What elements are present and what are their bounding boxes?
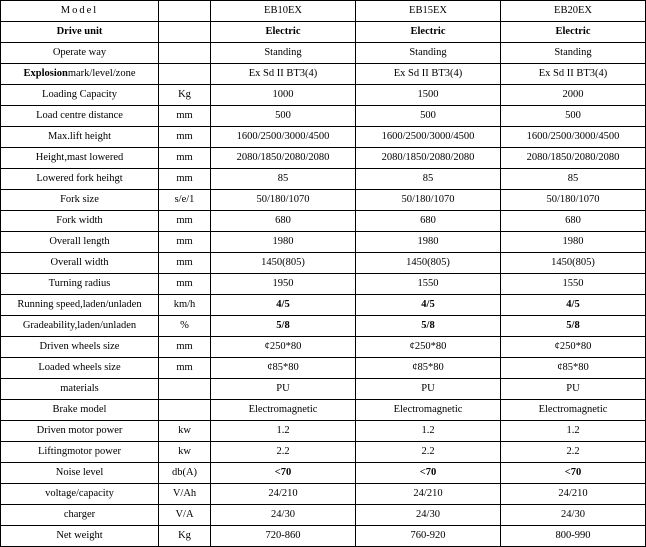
row-label: Fork width [1,211,159,232]
row-label: Load centre distance [1,106,159,127]
row-value-2: 85 [501,169,646,190]
row-value-2: ¢85*80 [501,358,646,379]
row-value-0: 720-860 [211,526,356,547]
row-label: Net weight [1,526,159,547]
row-unit [159,22,211,43]
row-label: Noise level [1,463,159,484]
row-unit: mm [159,337,211,358]
row-value-1: 1500 [356,85,501,106]
row-value-2: ¢250*80 [501,337,646,358]
row-label [1,64,159,85]
table-row [1,337,646,358]
row-value-2: 4/5 [501,295,646,316]
row-value-2: 1600/2500/3000/4500 [501,127,646,148]
table-row [1,232,646,253]
table-row [1,421,646,442]
row-value-0: PU [211,379,356,400]
table-row [1,22,646,43]
row-label: charger [1,505,159,526]
row-value-1: 2.2 [356,442,501,463]
row-value-2: 1450(805) [501,253,646,274]
table-header-row [1,1,646,22]
row-unit: mm [159,106,211,127]
row-unit [159,379,211,400]
row-unit: mm [159,148,211,169]
row-label: Height,mast lowered [1,148,159,169]
table-row [1,43,646,64]
row-value-1: Standing [356,43,501,64]
row-value-2: 500 [501,106,646,127]
row-value-0: ¢250*80 [211,337,356,358]
row-unit: mm [159,253,211,274]
row-unit: V/Ah [159,484,211,505]
row-unit: % [159,316,211,337]
row-value-0: Electric [211,22,356,43]
row-value-2: 680 [501,211,646,232]
table-row [1,379,646,400]
row-value-0: 1000 [211,85,356,106]
table-row [1,64,646,85]
row-value-2: 24/210 [501,484,646,505]
row-value-0: 24/30 [211,505,356,526]
table-row [1,148,646,169]
row-unit [159,64,211,85]
row-unit: mm [159,358,211,379]
row-value-1: <70 [356,463,501,484]
explosion-label-bold: Explosion [23,68,68,80]
table-row [1,295,646,316]
row-value-1: 1450(805) [356,253,501,274]
row-value-0: 50/180/1070 [211,190,356,211]
row-value-2: 1550 [501,274,646,295]
row-label: Turning radius [1,274,159,295]
row-value-0: 5/8 [211,316,356,337]
row-label: Operate way [1,43,159,64]
row-value-1: 1.2 [356,421,501,442]
row-unit: db(A) [159,463,211,484]
row-value-1: ¢250*80 [356,337,501,358]
row-value-0: 24/210 [211,484,356,505]
table-row [1,316,646,337]
table-row [1,169,646,190]
row-unit: mm [159,232,211,253]
header-label: Model [1,1,159,22]
explosion-label-rest: mark/level/zone [67,68,136,80]
row-value-2: 2.2 [501,442,646,463]
row-value-1: Electromagnetic [356,400,501,421]
row-value-1: 2080/1850/2080/2080 [356,148,501,169]
row-unit: mm [159,211,211,232]
row-value-0: Electromagnetic [211,400,356,421]
row-value-2: 24/30 [501,505,646,526]
row-value-0: 680 [211,211,356,232]
row-label: Brake model [1,400,159,421]
row-value-1: 1550 [356,274,501,295]
row-value-0: 500 [211,106,356,127]
row-value-1: Ex Sd II BT3(4) [356,64,501,85]
row-value-0: Ex Sd II BT3(4) [211,64,356,85]
row-label: Max.lift height [1,127,159,148]
table-row [1,358,646,379]
row-unit: km/h [159,295,211,316]
row-label: Loaded wheels size [1,358,159,379]
row-value-0: 2080/1850/2080/2080 [211,148,356,169]
row-label: Loading Capacity [1,85,159,106]
row-value-0: 1600/2500/3000/4500 [211,127,356,148]
row-unit: mm [159,127,211,148]
table-row [1,463,646,484]
row-value-1: 50/180/1070 [356,190,501,211]
row-value-2: 50/180/1070 [501,190,646,211]
table-row [1,253,646,274]
row-label: Overall length [1,232,159,253]
table-row [1,274,646,295]
row-label: Running speed,laden/unladen [1,295,159,316]
row-value-0: ¢85*80 [211,358,356,379]
row-value-2: Ex Sd II BT3(4) [501,64,646,85]
row-unit: kw [159,442,211,463]
row-value-0: 1950 [211,274,356,295]
row-value-1: ¢85*80 [356,358,501,379]
table-row [1,505,646,526]
row-label: materials [1,379,159,400]
row-value-0: 4/5 [211,295,356,316]
row-value-1: PU [356,379,501,400]
table-row [1,211,646,232]
row-unit: s/e/1 [159,190,211,211]
row-value-1: 1980 [356,232,501,253]
row-value-2: Electric [501,22,646,43]
row-value-2: 2000 [501,85,646,106]
row-value-2: 5/8 [501,316,646,337]
row-unit: kw [159,421,211,442]
row-value-1: 24/210 [356,484,501,505]
row-value-1: 85 [356,169,501,190]
table-row [1,526,646,547]
row-value-0: Standing [211,43,356,64]
row-label: Liftingmotor power [1,442,159,463]
row-value-2: 2080/1850/2080/2080 [501,148,646,169]
table-row [1,85,646,106]
row-value-2: <70 [501,463,646,484]
row-value-0: 1980 [211,232,356,253]
row-label: voltage/capacity [1,484,159,505]
row-label: Overall width [1,253,159,274]
table-row [1,127,646,148]
row-unit: Kg [159,526,211,547]
row-value-1: 4/5 [356,295,501,316]
row-value-2: 1980 [501,232,646,253]
header-unit [159,1,211,22]
row-unit: Kg [159,85,211,106]
table-row [1,190,646,211]
row-label: Drive unit [1,22,159,43]
row-value-1: 5/8 [356,316,501,337]
row-value-1: 1600/2500/3000/4500 [356,127,501,148]
row-unit [159,43,211,64]
row-label: Driven wheels size [1,337,159,358]
row-label: Driven motor power [1,421,159,442]
table-row [1,106,646,127]
row-unit: V/A [159,505,211,526]
row-label: Fork size [1,190,159,211]
row-value-0: 2.2 [211,442,356,463]
table-row [1,484,646,505]
row-label: Lowered fork heihgt [1,169,159,190]
row-value-2: 1.2 [501,421,646,442]
row-unit [159,400,211,421]
row-value-2: 800-990 [501,526,646,547]
header-model-1: EB15EX [356,1,501,22]
row-value-2: PU [501,379,646,400]
row-value-2: Standing [501,43,646,64]
row-value-1: 24/30 [356,505,501,526]
row-value-1: 680 [356,211,501,232]
row-value-0: <70 [211,463,356,484]
row-value-1: 500 [356,106,501,127]
row-value-0: 85 [211,169,356,190]
table-row [1,442,646,463]
row-value-1: 760-920 [356,526,501,547]
row-unit: mm [159,274,211,295]
row-label: Gradeability,laden/unladen [1,316,159,337]
row-unit: mm [159,169,211,190]
row-value-2: Electromagnetic [501,400,646,421]
row-value-1: Electric [356,22,501,43]
header-model-0: EB10EX [211,1,356,22]
table-row [1,400,646,421]
row-value-0: 1.2 [211,421,356,442]
row-value-0: 1450(805) [211,253,356,274]
header-model-2: EB20EX [501,1,646,22]
